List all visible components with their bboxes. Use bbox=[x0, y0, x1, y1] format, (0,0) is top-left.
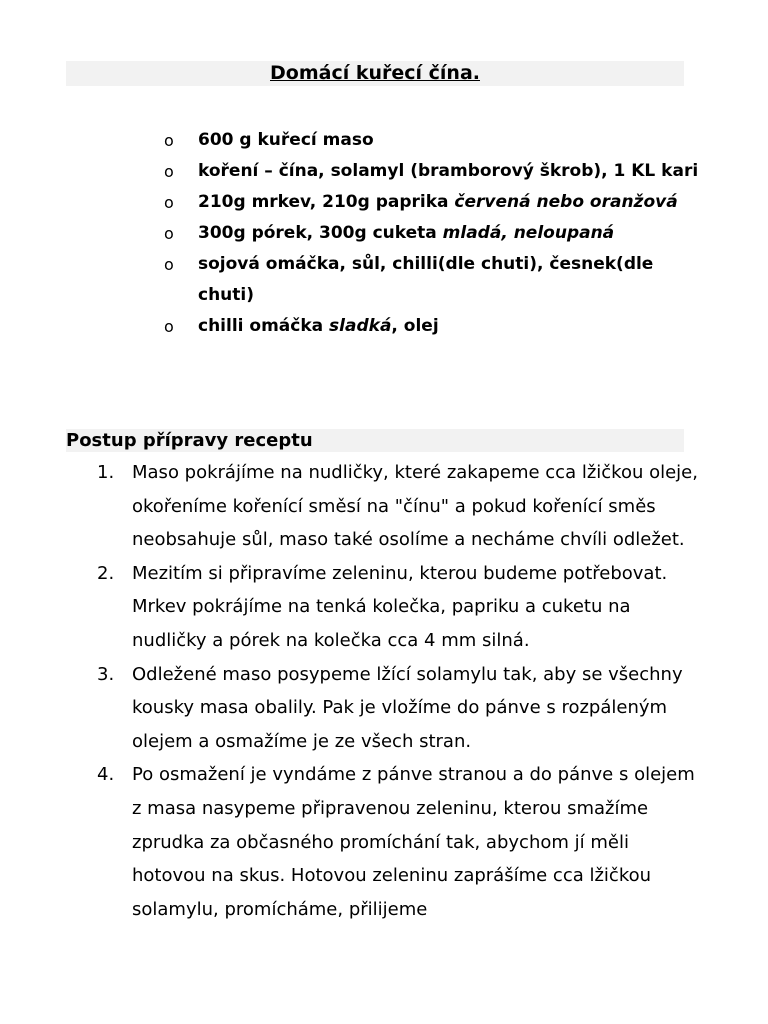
step-item bbox=[97, 456, 707, 557]
ingredient-note: sladká bbox=[329, 316, 392, 336]
bullet-icon: o bbox=[164, 317, 174, 336]
step-text: Odležené maso posypeme lžící solamylu tak, aby se všechny kousky masa obalily. Pak je vložíme do pánve s rozpáleným olejem a osmažíme je ze všech stran. bbox=[132, 663, 683, 752]
title-band bbox=[66, 61, 684, 86]
step-text: Mezitím si připravíme zeleninu, kterou budeme potřebovat. Mrkev pokrájíme na tenká kolečka, papriku a cuketu na nudličky a pórek na kolečka cca 4 mm silná. bbox=[132, 562, 668, 651]
recipe-title: Domácí kuřecí čína. bbox=[270, 62, 480, 84]
step-item bbox=[97, 658, 707, 759]
step-item bbox=[97, 758, 707, 926]
ingredient-text: sojová omáčka, sůl, chilli(dle chuti), česnek(dle chuti) bbox=[198, 254, 654, 305]
bullet-icon: o bbox=[164, 255, 174, 274]
ingredient-text-after: , olej bbox=[391, 316, 439, 336]
ingredient-item bbox=[164, 218, 704, 249]
step-number: 3. bbox=[97, 663, 115, 685]
ingredient-item bbox=[164, 311, 704, 342]
step-number: 1. bbox=[97, 462, 115, 483]
bullet-icon: o bbox=[164, 162, 174, 181]
ingredient-item bbox=[164, 156, 704, 187]
ingredient-text: 210g mrkev, 210g paprika bbox=[198, 192, 455, 212]
ingredient-item bbox=[164, 249, 704, 311]
step-text: Po osmažení je vyndáme z pánve stranou a do pánve s olejem z masa nasypeme připravenou zeleninu, kterou smažíme zprudka za občasného promíchání tak, abychom jí měli hotovou na skus. Hotovou zeleninu zaprášíme cca lžičkou solamylu, promícháme, přilijeme bbox=[132, 764, 695, 920]
ingredient-text: chilli omáčka bbox=[198, 316, 330, 336]
ingredient-text: 600 g kuřecí maso bbox=[198, 130, 374, 150]
step-item bbox=[97, 557, 707, 658]
bullet-icon: o bbox=[164, 131, 174, 150]
bullet-icon: o bbox=[164, 193, 174, 212]
step-number: 2. bbox=[97, 562, 115, 584]
ingredient-text: 300g pórek, 300g cuketa bbox=[198, 223, 443, 243]
ingredient-note: mladá, neloupaná bbox=[442, 223, 615, 243]
ingredient-item bbox=[164, 187, 704, 218]
ingredient-item bbox=[164, 125, 704, 156]
step-number: 4. bbox=[97, 764, 115, 786]
ingredient-note: červená nebo oranžová bbox=[454, 192, 678, 212]
ingredient-text: koření – čína, solamyl (bramborový škrob), 1 KL kari bbox=[198, 161, 699, 181]
ingredient-list bbox=[164, 125, 704, 342]
step-list bbox=[97, 456, 707, 926]
bullet-icon: o bbox=[164, 224, 174, 243]
step-text: Maso pokrájíme na nudličky, které zakapeme cca lžičkou oleje, okořeníme kořenící směsí na "čínu" a pokud kořenící směs neobsahuje sůl, maso také osolíme a necháme chvíli odležet. bbox=[132, 462, 698, 551]
section-band bbox=[66, 429, 684, 452]
section-title: Postup přípravy receptu bbox=[66, 430, 313, 451]
